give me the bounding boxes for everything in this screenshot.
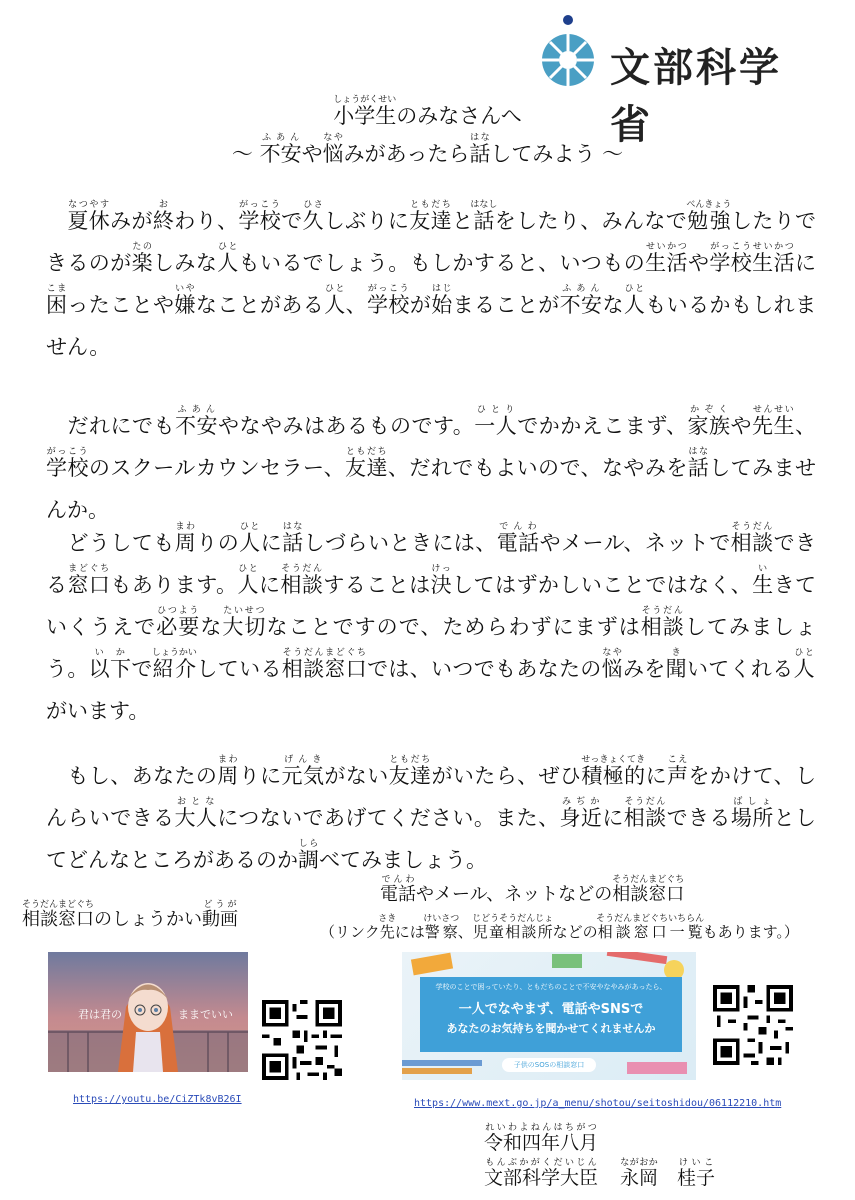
page-title: 小学生しょうがくせいのみなさんへ: [333, 95, 522, 128]
ministry-emblem-icon: [540, 14, 604, 94]
banner-line-2: 一人でなやまず、電話やSNSで: [458, 1002, 644, 1017]
consult-qr-code[interactable]: [713, 985, 793, 1065]
ministry-logo: [540, 14, 810, 148]
body-paragraph-4: もし、あなたの周まわりに元気げんきがない友達ともだちがいたら、ぜひ積極的せっきょくてきに声こえをかけて、しんらいできる大人おとなにつないであげてください。また、身近みぢかに相談そうだんできる場所ばしょとしてどんなところがあるのか調しらべてみましょう。: [46, 755, 817, 872]
video-caption-left: 君は君の: [78, 1008, 122, 1021]
banner-footer-label: 子供のSOSの相談窓口: [502, 1058, 596, 1072]
body-paragraph-3: どうしても周まわりの人ひとに話はなしづらいときには、電話でんわやメール、ネットで相談そうだんできる窓口まどぐちもあります。人ひとに相談そうだんすることは決けっしてはずかしいことではなく、生いきていくうえで必要ひつような大切たいせつなことですので、ためらわずにまずは相談そうだんしてみましょう。以下いかで紹介しょうかいしている相談窓口そうだんまどぐちでは、いつでもあなたの悩なやみを聞きいてくれる人ひとがいます。: [46, 522, 817, 723]
ministry-name: 文部科学省: [610, 45, 782, 148]
consult-banner[interactable]: [402, 952, 696, 1080]
issue-date: 令和四年八月れいわよねんはちがつ: [484, 1123, 599, 1154]
video-caption-right: ままでいい: [178, 1008, 233, 1021]
video-section-label: 相談窓口そうだんまどぐちのしょうかい動画どうが: [22, 900, 239, 930]
body-paragraph-2: だれにでも不安ふあんやなやみはあるものです。一人ひとりでかかえこまず、家族かぞくや先生せんせい、学校がっこうのスクールカウンセラー、友達ともだち、だれでもよいので、なやみを話はなしてみませんか。: [46, 405, 817, 522]
consult-link[interactable]: https://www.mext.go.jp/a_menu/shotou/seitoshidou/06112210.htm: [414, 1098, 782, 1109]
banner-line-3: あなたのお気持ちを聞かせてくれませんか: [446, 1022, 656, 1035]
video-qr-code[interactable]: [262, 1000, 342, 1080]
consult-section-note: （リンク先さきには警察けいさつ、児童相談所じどうそうだんじょなどの相談窓口一覧そうだんまどぐちいちらんもあります。）: [320, 914, 799, 941]
video-link[interactable]: https://youtu.be/CiZTk8vB26I: [73, 1094, 242, 1105]
page-subtitle: ～ 不安ふあんや悩なやみがあったら話はなしてみよう ～: [231, 133, 624, 166]
consult-section-label: 電話でんわやメール、ネットなどの相談窓口そうだんまどぐち: [380, 875, 685, 905]
banner-line-1: 学校のことで困っていたり、ともだちのことで不安やなやみがあったら、: [435, 983, 667, 991]
video-thumbnail[interactable]: [48, 952, 248, 1072]
body-paragraph-1: 夏休なつやすみが終おわり、学校がっこうで久ひさしぶりに友達ともだちと話はなしをしたり、みんなで勉強べんきょうしたりできるのが楽たのしみな人ひともいるでしょう。もしかすると、いつもの生活せいかつや学校生活がっこうせいかつに困こまったことや嫌いやなことがある人ひと、学校がっこうが始はじまることが不安ふあんな人ひともいるかもしれません。: [46, 200, 817, 359]
signature: 文部科学大臣もんぶかがくだいじん永岡ながおか 桂子けいこ: [484, 1158, 716, 1189]
consult-banner-panel: [420, 977, 682, 1052]
